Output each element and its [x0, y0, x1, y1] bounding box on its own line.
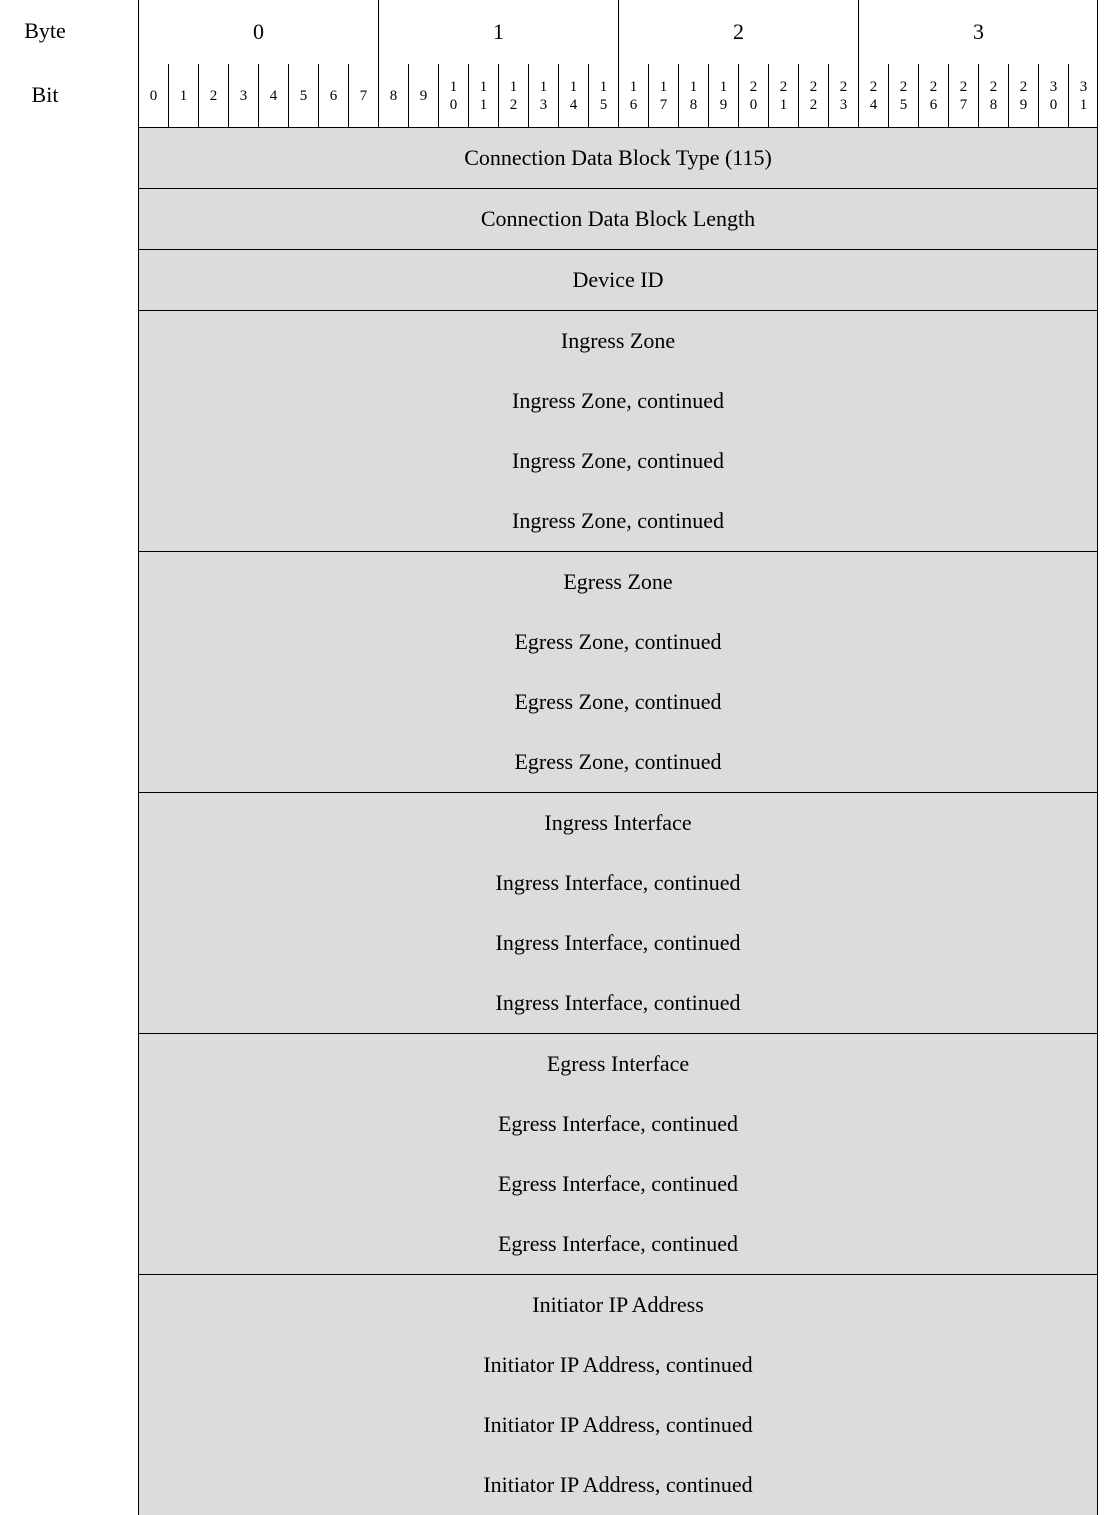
bit-cell — [708, 64, 738, 127]
bit-cell — [438, 64, 468, 127]
bit-digit: 1 — [509, 78, 518, 95]
field-group — [138, 793, 1098, 1034]
bit-cell — [168, 64, 198, 127]
field-group — [138, 1275, 1098, 1515]
bit-digit: 1 — [539, 78, 548, 95]
bit-digit: 4 — [269, 87, 278, 104]
packet-fields — [138, 128, 1098, 1515]
field-line: Egress Zone, continued — [514, 749, 722, 774]
bit-digit: 7 — [959, 96, 968, 113]
bit-digit: 0 — [149, 87, 158, 104]
bit-cell — [888, 64, 918, 127]
field-line: Initiator IP Address — [532, 1292, 704, 1317]
field-line: Ingress Zone — [560, 328, 676, 353]
field-line: Ingress Interface, continued — [495, 930, 741, 955]
field-line: Device ID — [572, 267, 664, 292]
field-line: Connection Data Block Type (115) — [464, 145, 772, 170]
field-group — [138, 311, 1098, 552]
bit-digit: 7 — [659, 96, 668, 113]
bit-digit: 3 — [839, 96, 848, 113]
bit-digit: 9 — [419, 87, 428, 104]
bit-cell — [678, 64, 708, 127]
bit-digit: 2 — [509, 96, 518, 113]
field-line: Initiator IP Address, continued — [483, 1412, 753, 1437]
bit-digit: 8 — [989, 96, 998, 113]
field-line: Ingress Zone, continued — [512, 508, 724, 533]
bit-digit: 6 — [629, 96, 638, 113]
bit-digit: 1 — [1079, 96, 1088, 113]
header-right-border — [1097, 0, 1098, 128]
field-line: Egress Zone, continued — [514, 629, 722, 654]
field-group — [138, 552, 1098, 793]
bit-digit: 3 — [1079, 78, 1088, 95]
bit-digit: 2 — [989, 78, 998, 95]
bit-digit: 5 — [899, 96, 908, 113]
field-line: Initiator IP Address, continued — [483, 1472, 753, 1497]
bit-cell — [828, 64, 858, 127]
bit-digit: 2 — [929, 78, 938, 95]
bit-digit: 2 — [209, 87, 218, 104]
bit-digit: 8 — [689, 96, 698, 113]
bit-digit: 4 — [869, 96, 878, 113]
bit-digit: 5 — [599, 96, 608, 113]
bit-cell — [528, 64, 558, 127]
bit-row-label: Bit — [31, 82, 59, 107]
field-line: Ingress Interface — [544, 810, 692, 835]
field-group — [138, 250, 1098, 311]
bit-digit: 1 — [659, 78, 668, 95]
bit-cell — [228, 64, 258, 127]
bit-cell — [318, 64, 348, 127]
bit-digit: 2 — [1019, 78, 1028, 95]
bit-cell — [498, 64, 528, 127]
bit-header — [138, 64, 1098, 128]
field-line: Egress Interface, continued — [497, 1231, 739, 1256]
bit-digit: 2 — [749, 78, 758, 95]
bit-cell — [858, 64, 888, 127]
bit-digit: 2 — [779, 78, 788, 95]
bit-digit: 1 — [719, 78, 728, 95]
bit-cell — [798, 64, 828, 127]
bit-cell — [138, 64, 168, 127]
bit-digit: 1 — [479, 96, 488, 113]
bit-digit: 1 — [779, 96, 788, 113]
bit-cell — [768, 64, 798, 127]
field-line: Egress Zone — [563, 569, 673, 594]
bit-digit: 1 — [629, 78, 638, 95]
bit-digit: 9 — [1019, 96, 1028, 113]
field-group — [138, 128, 1098, 189]
bit-cell — [408, 64, 438, 127]
field-line: Ingress Interface, continued — [495, 990, 741, 1015]
field-line: Connection Data Block Length — [480, 206, 756, 231]
field-line: Ingress Zone, continued — [512, 388, 724, 413]
bit-cell — [378, 64, 408, 127]
bit-digit: 6 — [329, 87, 338, 104]
bit-digit: 1 — [479, 78, 488, 95]
field-line: Egress Interface, continued — [497, 1171, 739, 1196]
bit-cell — [1068, 64, 1098, 127]
bit-cell — [918, 64, 948, 127]
bit-digit: 6 — [929, 96, 938, 113]
bit-digit: 3 — [1049, 78, 1058, 95]
bit-digit: 2 — [809, 96, 818, 113]
bit-cell — [1008, 64, 1038, 127]
field-line: Initiator IP Address, continued — [483, 1352, 753, 1377]
bit-digit: 1 — [179, 87, 188, 104]
byte-cell: 0 — [138, 0, 378, 64]
bit-digit: 1 — [599, 78, 608, 95]
field-line: Egress Interface — [546, 1051, 690, 1076]
bit-cell — [288, 64, 318, 127]
field-group — [138, 1034, 1098, 1275]
bit-digit: 7 — [359, 87, 368, 104]
field-line: Ingress Zone, continued — [512, 448, 724, 473]
bit-digit: 3 — [239, 87, 248, 104]
bit-cell — [648, 64, 678, 127]
field-line: Egress Zone, continued — [514, 689, 722, 714]
bit-cell — [978, 64, 1008, 127]
byte-cell: 1 — [378, 0, 618, 64]
bit-cell — [348, 64, 378, 127]
bit-cell — [738, 64, 768, 127]
bit-cell — [1038, 64, 1068, 127]
bit-cell — [198, 64, 228, 127]
field-line: Ingress Interface, continued — [495, 870, 741, 895]
bit-digit: 9 — [719, 96, 728, 113]
bit-digit: 4 — [569, 96, 578, 113]
byte-row-label: Byte — [24, 18, 66, 43]
bit-digit: 0 — [1049, 96, 1058, 113]
bit-digit: 1 — [689, 78, 698, 95]
bit-cell — [588, 64, 618, 127]
bit-digit: 0 — [449, 96, 458, 113]
bit-cell — [618, 64, 648, 127]
bit-digit: 8 — [389, 87, 398, 104]
field-group — [138, 189, 1098, 250]
bit-digit: 2 — [899, 78, 908, 95]
bit-digit: 2 — [869, 78, 878, 95]
bit-digit: 2 — [839, 78, 848, 95]
bit-cell — [558, 64, 588, 127]
byte-cell: 3 — [858, 0, 1098, 64]
bit-digit: 2 — [809, 78, 818, 95]
byte-cell: 2 — [618, 0, 858, 64]
field-line: Egress Interface, continued — [497, 1111, 739, 1136]
bit-digit: 2 — [959, 78, 968, 95]
bit-digit: 0 — [749, 96, 758, 113]
bit-digit: 3 — [539, 96, 548, 113]
bit-cell — [468, 64, 498, 127]
bit-digit: 5 — [299, 87, 308, 104]
byte-header — [138, 0, 1098, 64]
bit-digit: 1 — [569, 78, 578, 95]
bit-cell — [258, 64, 288, 127]
bit-cell — [948, 64, 978, 127]
bit-digit: 1 — [449, 78, 458, 95]
